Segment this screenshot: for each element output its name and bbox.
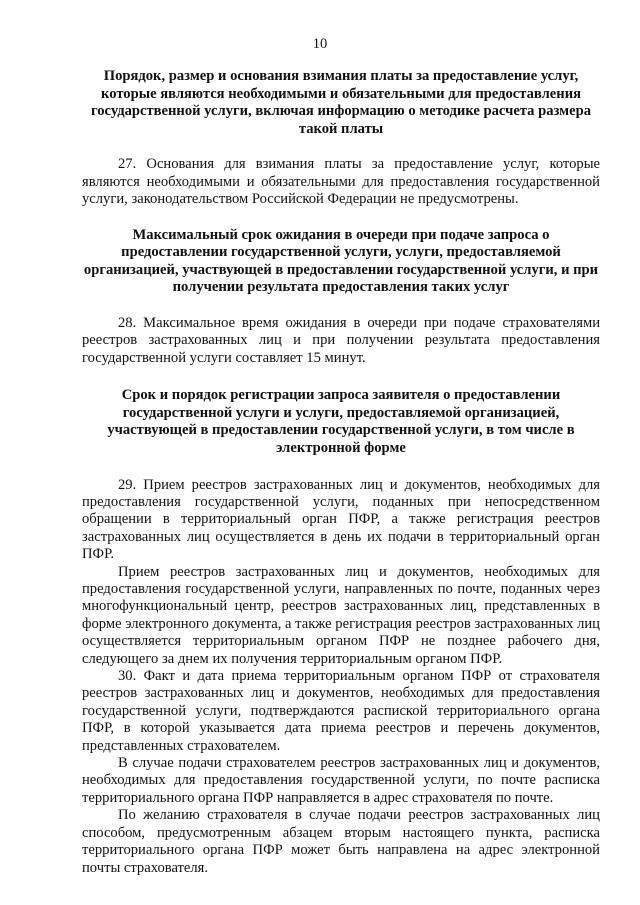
paragraph-30-part-3: По желанию страхователя в случае подачи реестров застрахованных лиц способом, предусмотренным абзацем вторым настоящего пункта, расписка территориального органа ПФР может быть направлена на адрес электронной почты страхователя. bbox=[82, 807, 600, 876]
page-number: 10 bbox=[312, 36, 328, 52]
section-heading-queue-time: Максимальный срок ожидания в очереди при подаче запроса о предоставлении государственной услуги, услуги, предоставляемой организацией, участвующей в предоставлении государственной услуги, и при получении результата предоставления таких услуг bbox=[83, 226, 599, 296]
paragraph-29: 29. Прием реестров застрахованных лиц и документов, необходимых для предоставления государственной услуги, поданных при непосредственном обращении в территориальный орган ПФР, а также регистрация реестров застрахованных лиц осуществляется в день их подачи в территориальный орган ПФР. bbox=[82, 476, 600, 563]
section-heading-payment: Порядок, размер и основания взимания платы за предоставление услуг, которые являются необходимыми и обязательными для предоставления государственной услуги, включая информацию о методике расчета размера такой платы bbox=[90, 68, 592, 137]
paragraph-27: 27. Основания для взимания платы за предоставление услуг, которые являются необходимыми и обязательными для предоставления государственной услуги, законодательством Российской Федерации не предусмотрены. bbox=[82, 156, 600, 208]
paragraph-30-part-2: В случае подачи страхователем реестров застрахованных лиц и документов, необходимых для предоставления государственной услуги, по почте расписка территориального органа ПФР направляется в адрес страхователя по почте. bbox=[82, 755, 600, 806]
section-heading-registration: Срок и порядок регистрации запроса заявителя о предоставлении государственной услуги и услуги, предоставляемой организацией, участвующей в предоставлении государственной услуги, в том числе в электронной форме bbox=[107, 387, 575, 456]
paragraph-30: 30. Факт и дата приема территориальным органом ПФР от страхователя реестров застрахованных лиц и документов, необходимых для предоставления государственной услуги, подтверждаются распиской территориального органа ПФР, в которой указывается дата приема реестров и перечень документов, представленных страхователем. bbox=[82, 668, 600, 754]
document-body bbox=[82, 68, 600, 877]
paragraph-28: 28. Максимальное время ожидания в очереди при подаче страхователями реестров застрахованных лиц и при получении результата предоставления государственной услуги составляет 15 минут. bbox=[82, 314, 600, 366]
paragraph-29-part-2: Прием реестров застрахованных лиц и документов, необходимых для предоставления государственной услуги, направленных по почте, поданных через многофункциональный центр, реестров застрахованных лиц, представленных в форме электронного документа, а также регистрация реестров застрахованных лиц осуществляется территориальным органом ПФР не позднее рабочего дня, следующего за днем их получения территориальным органом ПФР. bbox=[82, 563, 600, 667]
